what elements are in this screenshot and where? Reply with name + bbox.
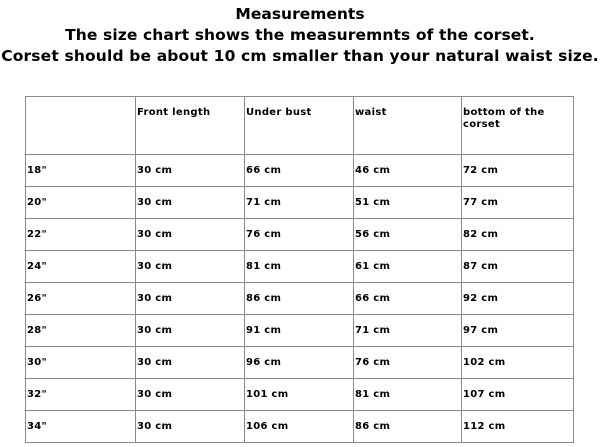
under-bust-cell: 96 cm: [245, 347, 354, 379]
under-bust-cell: 66 cm: [245, 155, 354, 187]
size-cell: 28": [26, 315, 136, 347]
front-length-cell: 30 cm: [136, 155, 245, 187]
size-cell: 26": [26, 283, 136, 315]
under-bust-cell: 86 cm: [245, 283, 354, 315]
size-cell: 24": [26, 251, 136, 283]
table-row: [26, 219, 574, 251]
waist-cell: 56 cm: [354, 219, 462, 251]
bottom-cell: 92 cm: [462, 283, 574, 315]
table-row: [26, 251, 574, 283]
bottom-cell: 82 cm: [462, 219, 574, 251]
table-row: [26, 283, 574, 315]
waist-cell: 81 cm: [354, 379, 462, 411]
waist-cell: 71 cm: [354, 315, 462, 347]
table-row: [26, 411, 574, 443]
column-header-front-length: Front length: [136, 97, 245, 155]
column-header-under-bust: Under bust: [245, 97, 354, 155]
under-bust-cell: 76 cm: [245, 219, 354, 251]
table-row: [26, 379, 574, 411]
size-cell: 22": [26, 219, 136, 251]
size-cell: 20": [26, 187, 136, 219]
front-length-cell: 30 cm: [136, 379, 245, 411]
waist-cell: 51 cm: [354, 187, 462, 219]
column-header-size: [26, 97, 136, 155]
column-header-bottom-of-corset: bottom of the corset: [462, 97, 574, 155]
front-length-cell: 30 cm: [136, 283, 245, 315]
under-bust-cell: 101 cm: [245, 379, 354, 411]
front-length-cell: 30 cm: [136, 411, 245, 443]
waist-cell: 46 cm: [354, 155, 462, 187]
table-row: [26, 347, 574, 379]
page-title: Measurements: [235, 5, 365, 23]
bottom-cell: 77 cm: [462, 187, 574, 219]
under-bust-cell: 106 cm: [245, 411, 354, 443]
waist-cell: 86 cm: [354, 411, 462, 443]
size-cell: 34": [26, 411, 136, 443]
front-length-cell: 30 cm: [136, 347, 245, 379]
under-bust-cell: 81 cm: [245, 251, 354, 283]
waist-cell: 61 cm: [354, 251, 462, 283]
front-length-cell: 30 cm: [136, 219, 245, 251]
table-row: [26, 315, 574, 347]
under-bust-cell: 91 cm: [245, 315, 354, 347]
bottom-cell: 72 cm: [462, 155, 574, 187]
size-cell: 30": [26, 347, 136, 379]
under-bust-cell: 71 cm: [245, 187, 354, 219]
front-length-cell: 30 cm: [136, 187, 245, 219]
size-cell: 32": [26, 379, 136, 411]
bottom-cell: 107 cm: [462, 379, 574, 411]
column-header-waist: waist: [354, 97, 462, 155]
table-row: [26, 155, 574, 187]
size-cell: 18": [26, 155, 136, 187]
page-header: [0, 4, 600, 67]
waist-cell: 66 cm: [354, 283, 462, 315]
front-length-cell: 30 cm: [136, 251, 245, 283]
bottom-cell: 97 cm: [462, 315, 574, 347]
front-length-cell: 30 cm: [136, 315, 245, 347]
table-row: [26, 187, 574, 219]
bottom-cell: 102 cm: [462, 347, 574, 379]
table-header-row: [26, 97, 574, 155]
size-chart-table: [25, 96, 574, 443]
waist-cell: 76 cm: [354, 347, 462, 379]
waist-size-advice: Corset should be about 10 cm smaller than your natural waist size.: [1, 47, 599, 65]
size-chart-description: The size chart shows the measuremnts of the corset.: [65, 26, 535, 44]
bottom-cell: 112 cm: [462, 411, 574, 443]
bottom-cell: 87 cm: [462, 251, 574, 283]
